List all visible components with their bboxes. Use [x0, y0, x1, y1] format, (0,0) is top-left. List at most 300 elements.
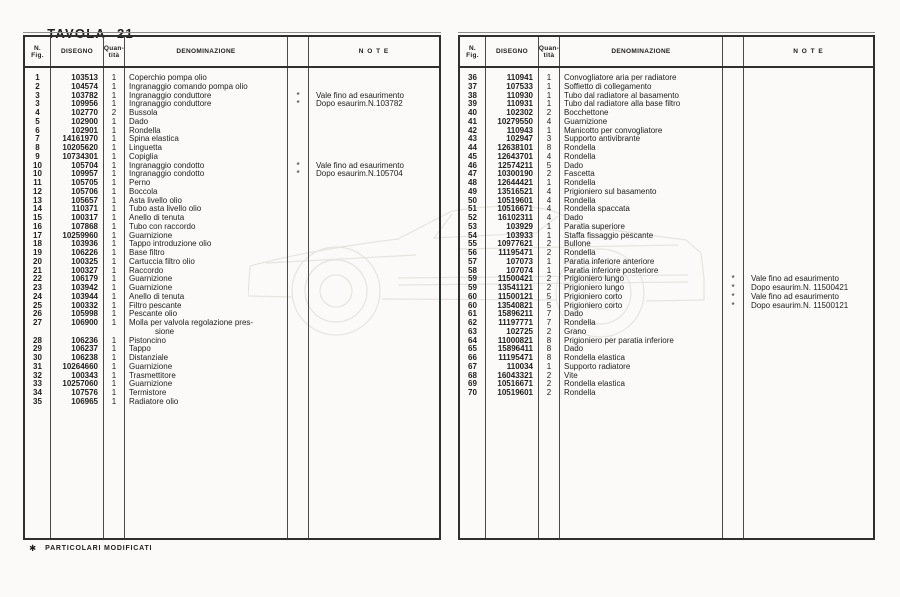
- cell-note: [744, 100, 873, 109]
- cell-fig: 32: [33, 370, 42, 380]
- cell-note: [744, 319, 873, 328]
- cell-dis: 10734301: [62, 151, 98, 161]
- cell-qty: 1: [111, 134, 117, 144]
- cell-den: Tubo con raccordo: [129, 221, 196, 231]
- cell-note: [309, 197, 439, 206]
- cell-qty: 1: [111, 361, 117, 371]
- cell-den: Filtro pescante: [129, 300, 182, 310]
- cell-qty: 1: [546, 81, 552, 91]
- cell-note: [744, 162, 873, 171]
- cell-den: Manicotto per convogliatore: [564, 125, 663, 135]
- cell-note: [744, 249, 873, 258]
- cell-fig: 40: [468, 108, 477, 117]
- cell-fig: 4: [35, 108, 40, 117]
- cell-dis: 11500121: [497, 291, 533, 301]
- cell-note: [309, 302, 439, 311]
- cell-note: [309, 118, 439, 127]
- cell-note: [309, 275, 439, 284]
- cell-note: [309, 258, 439, 267]
- cell-note: [744, 74, 873, 83]
- cell-dis: 11500421: [497, 274, 533, 284]
- column-disegno: [51, 68, 104, 538]
- cell-fig: 6: [35, 125, 40, 135]
- cell-note: [744, 153, 873, 162]
- cell-dis: 10519601: [497, 388, 533, 397]
- cell-fig: 58: [468, 265, 477, 275]
- cell-qty: 1: [111, 151, 117, 161]
- cell-qty: 1: [111, 335, 117, 345]
- cell-dis: 107073: [506, 256, 533, 266]
- cell-note: [309, 354, 439, 363]
- cell-note: Vale fino ad esaurimento: [751, 274, 839, 284]
- cell-note: [744, 214, 873, 223]
- cell-note: [744, 197, 873, 206]
- cell-fig: 53: [468, 221, 477, 231]
- cell-den: Molla per valvola regolazione pres-: [129, 318, 254, 327]
- cell-den: Rondella: [129, 125, 161, 135]
- cell-dis: 14161970: [62, 134, 98, 144]
- cell-den: Trasmettitore: [129, 370, 176, 380]
- header-fig: N. Fig.: [460, 37, 486, 66]
- cell-den: Anello di tenuta: [129, 213, 185, 222]
- cell-qty: 1: [111, 344, 117, 354]
- cell-den: Rondella: [564, 178, 596, 187]
- cell-note: Vale fino ad esaurimento: [316, 160, 404, 170]
- cell-qty: 2: [546, 169, 552, 179]
- cell-fig: 65: [468, 344, 477, 354]
- cell-dis: 10300190: [497, 169, 533, 179]
- cell-star: *: [296, 160, 300, 170]
- cell-qty: 1: [546, 99, 552, 109]
- cell-note: [309, 398, 439, 407]
- cell-star: *: [731, 300, 735, 310]
- cell-note: Dopo esaurim.N. 11500121: [751, 300, 849, 310]
- cell-fig: 9: [35, 151, 40, 161]
- cell-fig: 55: [468, 239, 477, 249]
- cell-dis: 11197771: [498, 318, 533, 327]
- cell-star: *: [731, 291, 735, 301]
- cell-note: [309, 345, 439, 354]
- parts-table-right: [458, 35, 875, 540]
- cell-den: Dado: [129, 116, 149, 126]
- cell-den: Distanziale: [129, 353, 169, 362]
- cell-note: [744, 179, 873, 188]
- cell-den: Guarnizione: [129, 230, 173, 240]
- cell-fig: 45: [468, 151, 477, 161]
- cell-note: [309, 179, 439, 188]
- cell-qty: 4: [546, 116, 552, 126]
- cell-qty: 1: [111, 195, 117, 205]
- cell-fig: 30: [33, 353, 42, 362]
- cell-note: [744, 389, 873, 398]
- column-denominazione: [560, 68, 723, 538]
- cell-dis: 107868: [71, 221, 98, 231]
- cell-den: Base filtro: [129, 248, 165, 257]
- cell-qty: 1: [111, 186, 117, 196]
- cell-fig: 23: [33, 283, 42, 292]
- cell-note: [744, 83, 873, 92]
- cell-dis: 12644421: [497, 178, 533, 187]
- cell-dis: 103936: [71, 239, 98, 249]
- cell-den: Ingranaggio condotto: [129, 160, 205, 170]
- cell-qty: 1: [111, 169, 117, 179]
- cell-qty: 1: [111, 318, 117, 327]
- cell-qty: 7: [546, 318, 552, 327]
- cell-note: [744, 232, 873, 241]
- cell-qty: 2: [546, 326, 552, 336]
- cell-dis: 11195471: [498, 353, 533, 362]
- cell-qty: 1: [546, 361, 552, 371]
- cell-qty: 1: [111, 353, 117, 362]
- cell-qty: 1: [111, 239, 117, 249]
- cell-den: Supporto antivibrante: [564, 134, 641, 144]
- cell-den: Ingranaggio conduttore: [129, 99, 212, 109]
- cell-den: Grano: [564, 326, 587, 336]
- cell-dis: 11195471: [498, 248, 533, 257]
- cell-qty: 2: [546, 388, 552, 397]
- cell-qty: 1: [111, 116, 117, 126]
- cell-dis: 110941: [506, 73, 533, 82]
- cell-fig: 10: [33, 169, 42, 179]
- cell-qty: 8: [546, 143, 552, 152]
- cell-fig: 29: [33, 344, 42, 354]
- cell-note: [309, 267, 439, 276]
- cell-dis: 103513: [71, 73, 98, 82]
- header-note: N O T E: [793, 48, 824, 55]
- cell-dis: 105657: [71, 195, 98, 205]
- cell-dis: 107074: [506, 265, 533, 275]
- cell-note: [744, 354, 873, 363]
- cell-dis: 103944: [71, 291, 98, 301]
- cell-qty: 1: [111, 221, 117, 231]
- cell-qty: 5: [546, 291, 552, 301]
- cell-dis: 10205620: [62, 143, 98, 152]
- cell-qty: 3: [546, 134, 552, 144]
- cell-den: Linguetta: [129, 143, 162, 152]
- cell-den: Coperchio pompa olio: [129, 73, 207, 82]
- cell-den: Tappo: [129, 344, 151, 354]
- cell-qty: 1: [111, 256, 117, 266]
- cell-dis: 110931: [506, 99, 533, 109]
- cell-dis: 110034: [506, 361, 533, 371]
- cell-fig: 33: [33, 379, 42, 389]
- cell-qty: 1: [546, 125, 552, 135]
- cell-dis: 102770: [71, 108, 98, 117]
- cell-den: Paratia inferiore posteriore: [564, 265, 659, 275]
- cell-dis: 100317: [71, 213, 98, 222]
- parts-table-left: [23, 35, 441, 540]
- cell-dis: 103933: [506, 230, 533, 240]
- column-denominazione: [125, 68, 288, 538]
- cell-dis: 10516671: [497, 379, 533, 389]
- cell-fig: 22: [33, 274, 42, 284]
- cell-den: Rondella: [564, 318, 596, 327]
- cell-dis: 11000821: [497, 335, 533, 345]
- cell-dis: 15896411: [497, 344, 533, 354]
- header-fig: N. Fig.: [25, 37, 51, 66]
- cell-note: [309, 188, 439, 197]
- cell-note: [309, 389, 439, 398]
- cell-den: Spina elastica: [129, 134, 179, 144]
- cell-fig: 59: [468, 274, 477, 284]
- cell-den: Raccordo: [129, 265, 164, 275]
- cell-star: *: [296, 169, 300, 179]
- cell-den: Guarnizione: [129, 361, 173, 371]
- header-quantita: Quan- tità: [104, 37, 125, 66]
- header-disegno: DISEGNO: [486, 37, 539, 66]
- cell-note: [744, 345, 873, 354]
- cell-star: *: [296, 90, 300, 100]
- cell-dis: 103782: [71, 90, 98, 100]
- cell-dis: 102725: [506, 326, 533, 336]
- cell-dis: 103929: [506, 221, 533, 231]
- cell-qty: 1: [111, 396, 117, 406]
- cell-note: [744, 144, 873, 153]
- column-quantita: [104, 68, 125, 538]
- cell-qty: 4: [546, 186, 552, 196]
- cell-dis: 12638101: [497, 143, 533, 152]
- cell-star: *: [296, 99, 300, 109]
- cell-dis: 16102311: [497, 213, 533, 222]
- cell-note: [309, 127, 439, 136]
- cell-fig: 1: [35, 73, 40, 82]
- cell-den: Boccola: [129, 186, 158, 196]
- cell-den: Convogliatore aria per radiatore: [564, 73, 677, 82]
- cell-den: Guarnizione: [129, 274, 173, 284]
- cell-den: Paratia inferiore anteriore: [564, 256, 655, 266]
- cell-den: Asta livello olio: [129, 195, 182, 205]
- cell-qty: 4: [546, 213, 552, 222]
- cell-fig: 17: [33, 230, 42, 240]
- cell-fig: 47: [468, 169, 477, 179]
- cell-note: [309, 310, 439, 319]
- cell-dis: 106236: [71, 335, 98, 345]
- cell-den: Prigioniero corto: [564, 300, 623, 310]
- cell-note: Vale fino ad esaurimento: [316, 90, 404, 100]
- cell-den: Soffietto di collegamento: [564, 81, 652, 91]
- cell-qty: 8: [546, 353, 552, 362]
- cell-qty: 1: [111, 160, 117, 170]
- cell-note: [309, 214, 439, 223]
- cell-note: Dopo esaurim.N. 11500421: [751, 283, 849, 292]
- cell-dis: 13516521: [497, 186, 533, 196]
- cell-den: Bussola: [129, 108, 158, 117]
- cell-note: Dopo esaurim.N.105704: [316, 169, 403, 179]
- cell-fig: 51: [468, 204, 477, 214]
- cell-note: [309, 232, 439, 241]
- cell-qty: 1: [111, 379, 117, 389]
- cell-qty: 2: [546, 379, 552, 389]
- cell-note: [309, 240, 439, 249]
- cell-fig: 43: [468, 134, 477, 144]
- cell-den: Tubo dal radiatore alla base filtro: [564, 99, 681, 109]
- cell-den: Rondella elastica: [564, 353, 625, 362]
- cell-den: Ingranaggio condotto: [129, 169, 205, 179]
- cell-den: Pescante olio: [129, 309, 178, 319]
- cell-note: Vale fino ad esaurimento: [751, 291, 839, 301]
- cell-note: [309, 223, 439, 232]
- cell-den: Dado: [564, 309, 584, 319]
- column-quantita: [539, 68, 560, 538]
- cell-qty: 4: [546, 151, 552, 161]
- header-star-column: [723, 37, 744, 66]
- cell-fig: 64: [468, 335, 477, 345]
- cell-den: Dado: [564, 160, 584, 170]
- cell-fig: 31: [33, 361, 42, 371]
- cell-den: Vite: [564, 370, 578, 380]
- cell-fig: 18: [33, 239, 42, 249]
- cell-fig: 36: [468, 73, 477, 82]
- column-star: [723, 68, 744, 538]
- cell-fig: 39: [468, 99, 477, 109]
- cell-qty: 1: [111, 283, 117, 292]
- cell-dis: 12574211: [497, 160, 533, 170]
- cell-dis: 100343: [71, 370, 98, 380]
- cell-qty: 1: [111, 309, 117, 319]
- cell-dis: 104574: [71, 81, 98, 91]
- cell-qty: 2: [546, 248, 552, 257]
- cell-dis: 16043321: [497, 370, 533, 380]
- cell-den: Rondella: [564, 195, 596, 205]
- page-title-number: 21: [116, 26, 134, 41]
- cell-dis: 10259960: [62, 230, 98, 240]
- cell-den: Paratia superiore: [564, 221, 625, 231]
- cell-star: [288, 398, 308, 407]
- cell-qty: 1: [111, 204, 117, 214]
- cell-dis: 106900: [71, 318, 98, 327]
- cell-fig: 68: [468, 370, 477, 380]
- cell-qty: 4: [546, 195, 552, 205]
- cell-fig: 13: [33, 195, 42, 205]
- cell-den: Radiatore olio: [129, 396, 179, 406]
- cell-den: Tubo dal radiatore al basamento: [564, 90, 679, 100]
- cell-note: [744, 135, 873, 144]
- cell-den: Rondella elastica: [564, 379, 625, 389]
- cell-note: [744, 92, 873, 101]
- cell-qty: 1: [111, 125, 117, 135]
- cell-qty: 1: [546, 265, 552, 275]
- cell-note: [309, 363, 439, 372]
- cell-qty: 4: [546, 204, 552, 214]
- cell-fig: 44: [468, 143, 477, 152]
- cell-fig: 3: [35, 90, 40, 100]
- cell-dis: 105706: [71, 186, 98, 196]
- cell-qty: 1: [111, 178, 117, 187]
- cell-star: [723, 389, 743, 398]
- cell-dis: 105705: [71, 178, 98, 187]
- cell-dis: 103942: [71, 283, 98, 292]
- cell-den: Bocchettone: [564, 108, 609, 117]
- cell-fig: 34: [33, 388, 42, 397]
- cell-fig: 41: [468, 116, 477, 126]
- cell-den: sione: [155, 326, 175, 336]
- cell-star: *: [731, 283, 735, 292]
- cell-fig: 20: [33, 256, 42, 266]
- cell-fig: 27: [33, 318, 42, 327]
- cell-note: [309, 249, 439, 258]
- column-note: [309, 68, 439, 538]
- cell-qty: 1: [111, 143, 117, 152]
- cell-den: Rondella spaccata: [564, 204, 630, 214]
- cell-note: [309, 109, 439, 118]
- cell-dis: 13541121: [497, 283, 533, 292]
- cell-qty: 1: [111, 230, 117, 240]
- cell-dis: 106965: [71, 396, 98, 406]
- cell-dis: 107576: [71, 388, 98, 397]
- cell-dis: 10977621: [497, 239, 533, 249]
- table-header-right: [460, 37, 873, 68]
- cell-note: [744, 363, 873, 372]
- cell-dis: 106179: [71, 274, 98, 284]
- cell-dis: 10264660: [62, 361, 98, 371]
- cell-fig: 3: [35, 99, 40, 109]
- cell-fig: 42: [468, 125, 477, 135]
- header-star-column: [288, 37, 309, 66]
- header-denominazione: DENOMINAZIONE: [560, 37, 723, 66]
- cell-den: Pistoncino: [129, 335, 166, 345]
- cell-den: Prigioniero lungo: [564, 274, 625, 284]
- cell-dis: 106237: [71, 344, 98, 354]
- cell-qty: 1: [111, 213, 117, 222]
- cell-fig: 49: [468, 186, 477, 196]
- cell-fig: 54: [468, 230, 477, 240]
- table-body-left: [25, 68, 439, 538]
- cell-dis: 100325: [71, 256, 98, 266]
- cell-dis: 106238: [71, 353, 98, 362]
- cell-note: [309, 135, 439, 144]
- cell-dis: 110371: [71, 204, 98, 214]
- cell-fig: 25: [33, 300, 42, 310]
- cell-note: [744, 118, 873, 127]
- cell-fig: 52: [468, 213, 477, 222]
- cell-den: Prigioniero sul basamento: [564, 186, 657, 196]
- cell-qty: 1: [111, 291, 117, 301]
- cell-fig: 48: [468, 178, 477, 187]
- cell-fig: 2: [35, 81, 40, 91]
- cell-fig: 46: [468, 160, 477, 170]
- cell-fig: 24: [33, 291, 42, 301]
- column-fig: [25, 68, 51, 538]
- cell-qty: 5: [546, 160, 552, 170]
- cell-note: [744, 127, 873, 136]
- cell-qty: 1: [111, 274, 117, 284]
- cell-den: Staffa fissaggio pescante: [564, 230, 654, 240]
- cell-qty: 1: [111, 73, 117, 82]
- cell-qty: 8: [546, 335, 552, 345]
- cell-dis: 102900: [71, 116, 98, 126]
- cell-fig: 10: [33, 160, 42, 170]
- column-note: [744, 68, 873, 538]
- cell-note: [744, 205, 873, 214]
- cell-note: [309, 293, 439, 302]
- cell-den: Anello di tenuta: [129, 291, 185, 301]
- cell-dis: 15896211: [497, 309, 533, 319]
- cell-den: Rondella: [564, 143, 596, 152]
- cell-note: [744, 170, 873, 179]
- cell-qty: 1: [546, 221, 552, 231]
- footer-legend: [29, 543, 152, 554]
- cell-den: Rondella: [564, 248, 596, 257]
- cell-fig: 28: [33, 335, 42, 345]
- cell-dis: 12643701: [497, 151, 533, 161]
- cell-fig: 15: [33, 213, 42, 222]
- cell-den: Supporto radiatore: [564, 361, 631, 371]
- table-header-left: [25, 37, 439, 68]
- column-disegno: [486, 68, 539, 538]
- page-title-word: TAVOLA: [47, 26, 106, 41]
- footer-legend-text: PARTICOLARI MODIFICATI: [45, 545, 153, 552]
- cell-fig: 8: [35, 143, 40, 152]
